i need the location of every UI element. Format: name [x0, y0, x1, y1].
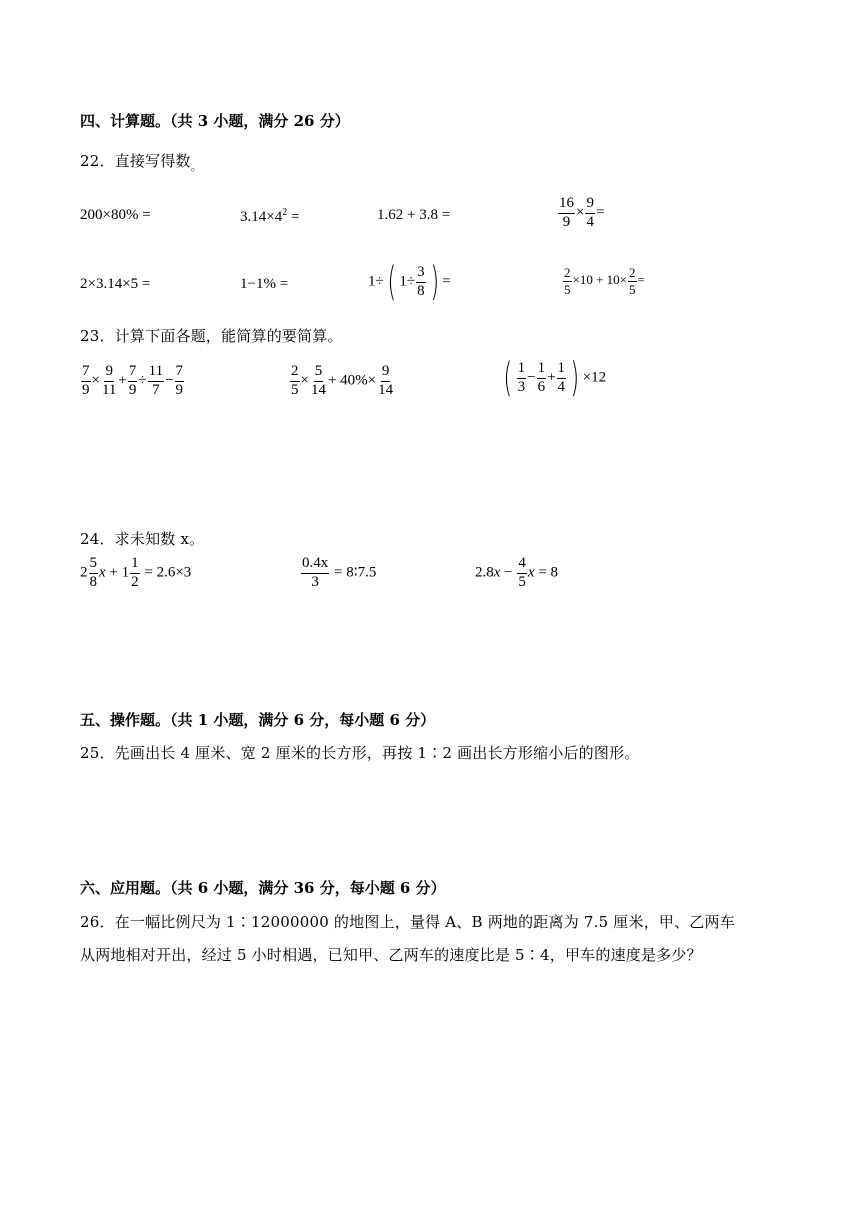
q22-item-e: 2×3.14×5 = — [80, 276, 151, 292]
q22-item-c: 1.62 + 3.8 = — [377, 207, 451, 223]
q23-expr-1: $\frac{7}{9}$ × $\frac{9}{11}$ + $\frac{7}{9}$ ÷ $\frac{11}{7}$ − $\frac{7}{9}$ — [82, 363, 184, 398]
q22-item-h: $\frac{2}{5}$ ×10 + 10× $\frac{2}{5}$ = — [564, 265, 645, 297]
q22-item-b: $3.14\times 4^2$ = — [240, 207, 300, 225]
q22-item-d: $\frac{16}{9}$ × $\frac{9}{4}$ = — [559, 195, 605, 230]
q25-text: 25．先画出长 4 厘米、宽 2 厘米的长方形，再按 1∶2 画出长方形缩小后的图形。 — [80, 744, 640, 762]
q23-expr-3: ( $\frac{1}{3}$ − $\frac{1}{6}$ + $\frac{1}{4}$ ) ×12 — [503, 355, 607, 401]
q24-expr-3: 2.8x − $\frac{4}{5}$ x = 8 — [475, 555, 559, 590]
q23-expr-2: $\frac{2}{5}$ × $\frac{5}{14}$ + 40%× $\frac{9}{14}$ — [291, 363, 394, 398]
q22-label: 22．直接写得数$_。$ — [80, 152, 202, 173]
q22-item-f: 1−1% = — [240, 276, 289, 292]
q22-item-g: 1÷( 1÷ $\frac{3}{8}$ ) = — [368, 259, 451, 305]
q26-line-2: 从两地相对开出，经过 5 小时相遇，已知甲、乙两车的速度比是 5∶4，甲车的速度是多少？ — [80, 946, 702, 964]
q22-item-a: 200×80% = — [80, 207, 151, 223]
q24-expr-1: 2 $\frac{5}{8}$ x + 1 $\frac{1}{2}$ = 2.6×3 — [80, 555, 192, 590]
section6-heading: 六、应用题。（共 6 小题，满分 36 分，每小题 6 分） — [80, 879, 446, 897]
q23-label: 23．计算下面各题，能简算的要简算。 — [80, 327, 343, 345]
section4-heading: 四、计算题。（共 3 小题，满分 26 分） — [80, 112, 350, 130]
section5-heading: 五、操作题。（共 1 小题，满分 6 分，每小题 6 分） — [80, 711, 436, 729]
q26-line-1: 26．在一幅比例尺为 1∶12000000 的地图上，量得 A、B 两地的距离为 7.5 厘米，甲、乙两车 — [80, 913, 735, 931]
q24-expr-2: $\frac{0.4x}{3}$ = 8∶7.5 — [302, 555, 377, 590]
q24-label: 24．求未知数 x。 — [80, 530, 205, 548]
